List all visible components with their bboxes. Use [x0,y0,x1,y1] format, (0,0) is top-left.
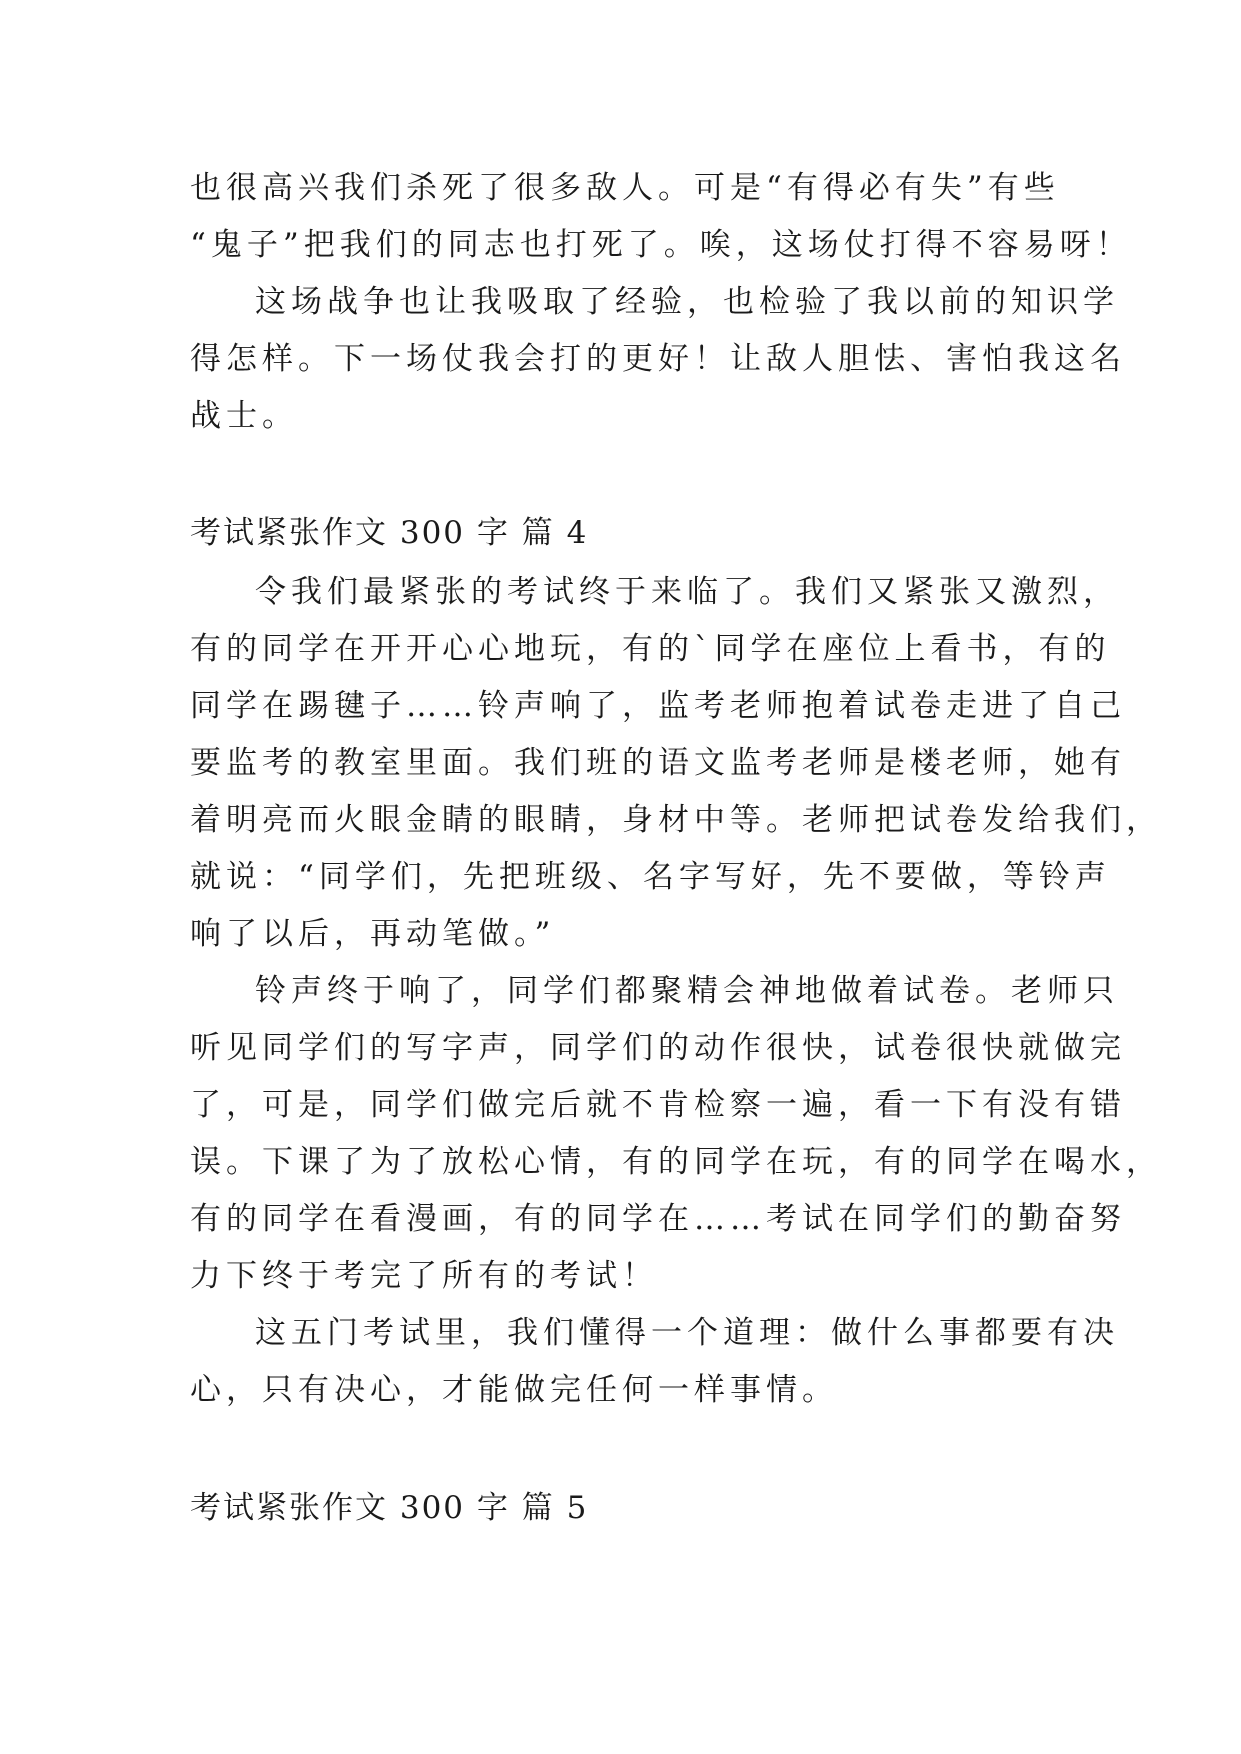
text-line: 也很高兴我们杀死了很多敌人。可是“有得必有失”有些 [190,170,1060,206]
text-line: 误。下课了为了放松心情，有的同学在玩，有的同学在喝水， [190,1144,1162,1180]
text-line: 了，可是，同学们做完后就不肯检察一遍，看一下有没有错 [190,1087,1126,1123]
text-line: 有的同学在开开心心地玩，有的`同学在座位上看书，有的 [190,631,1111,667]
text-line: “鬼子”把我们的同志也打死了。唉，这场仗打得不容易呀！ [190,227,1132,263]
text-line: 要监考的教室里面。我们班的语文监考老师是楼老师，她有 [190,745,1126,781]
text-line: 着明亮而火眼金睛的眼睛，身材中等。老师把试卷发给我们， [190,802,1162,838]
paragraph-start-line: 这场战争也让我吸取了经验，也检验了我以前的知识学 [255,284,1119,320]
text-line: 战士。 [190,398,298,434]
text-line: 力下终于考完了所有的考试！ [190,1258,658,1294]
text-line: 有的同学在看漫画，有的同学在……考试在同学们的勤奋努 [190,1201,1126,1237]
paragraph-start-line: 铃声终于响了，同学们都聚精会神地做着试卷。老师只 [255,973,1119,1009]
text-line: 心，只有决心，才能做完任何一样事情。 [190,1372,838,1408]
text-line: 就说：“同学们，先把班级、名字写好，先不要做，等铃声 [190,859,1111,895]
section-heading: 考试紧张作文 300 字 篇 5 [190,1490,589,1526]
text-line: 同学在踢毽子……铃声响了，监考老师抱着试卷走进了自己 [190,688,1126,724]
text-line: 响了以后，再动笔做。” [190,916,556,952]
text-line: 得怎样。下一场仗我会打的更好！让敌人胆怯、害怕我这名 [190,341,1126,377]
section-heading: 考试紧张作文 300 字 篇 4 [190,515,589,551]
paragraph-start-line: 这五门考试里，我们懂得一个道理：做什么事都要有决 [255,1315,1119,1351]
paragraph-start-line: 令我们最紧张的考试终于来临了。我们又紧张又激烈， [255,574,1119,610]
text-line: 听见同学们的写字声，同学们的动作很快，试卷很快就做完 [190,1030,1126,1066]
